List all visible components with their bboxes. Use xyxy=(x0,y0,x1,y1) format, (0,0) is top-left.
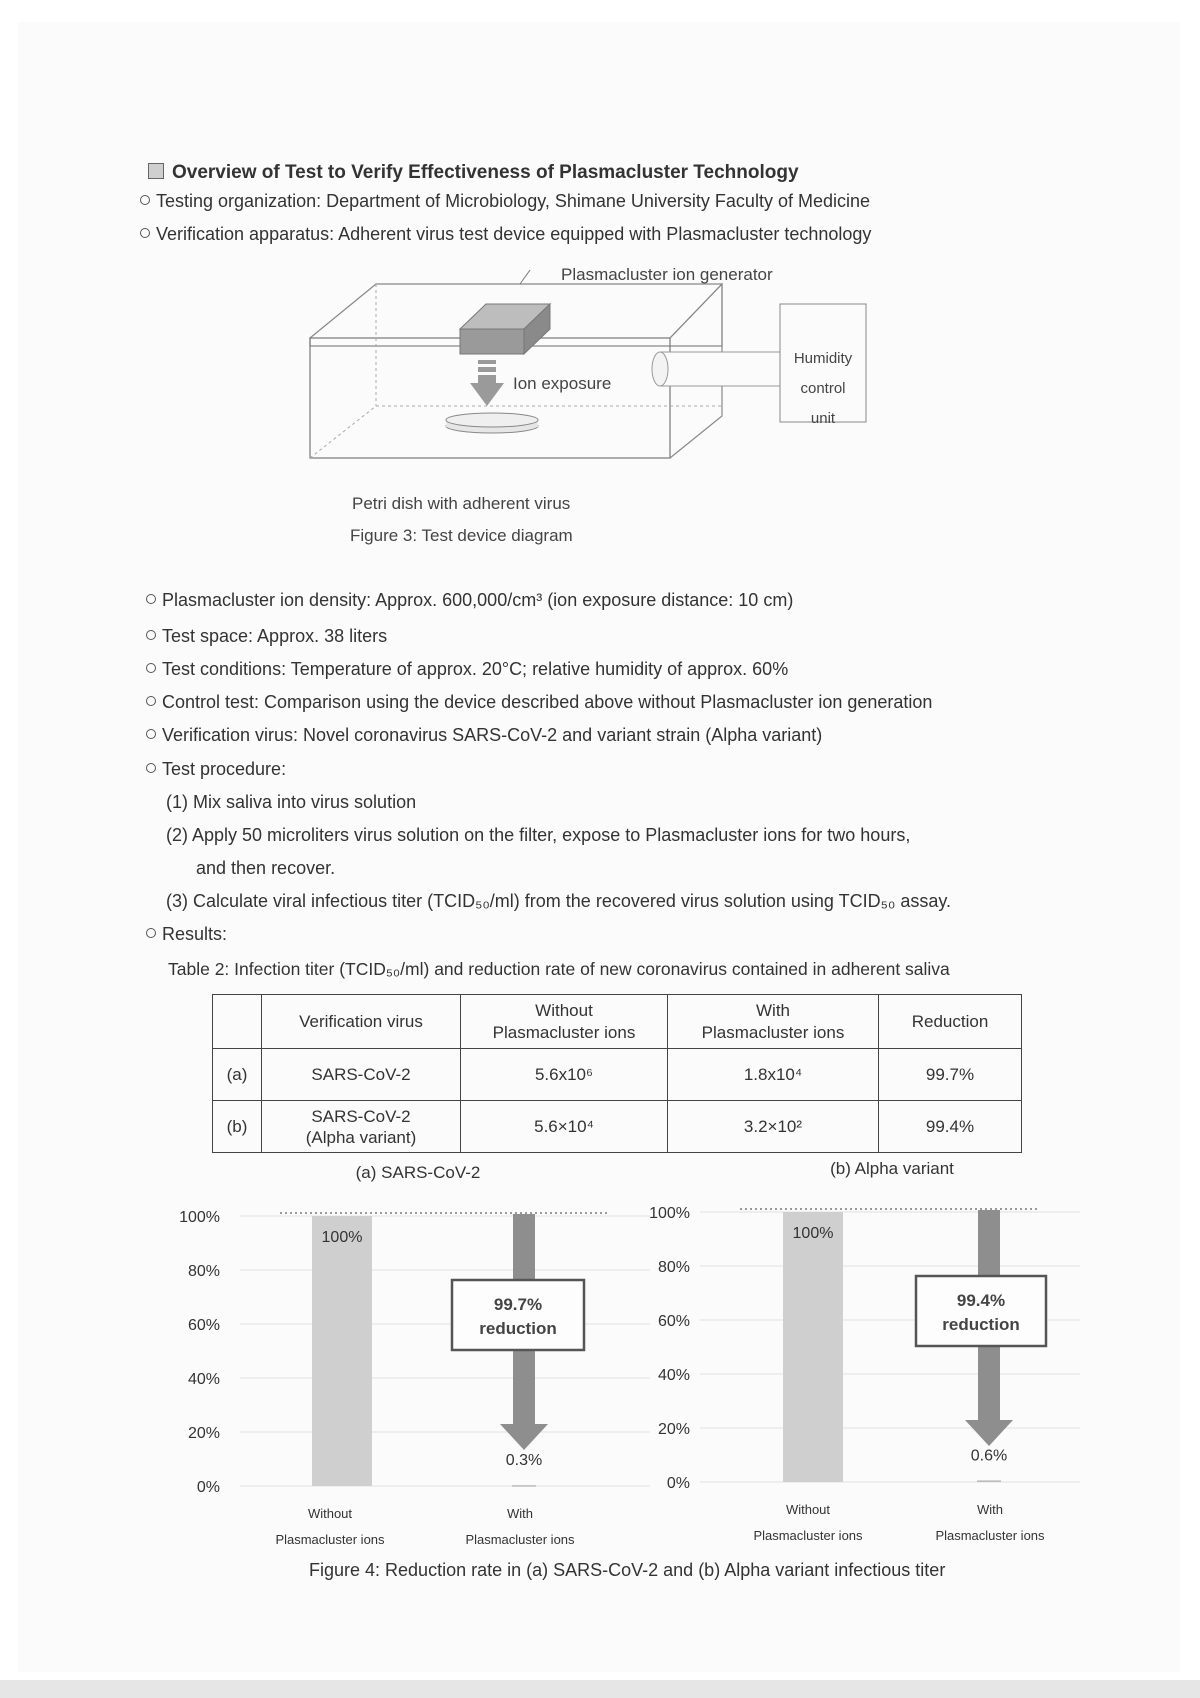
circle-bullet-icon xyxy=(146,763,156,773)
category-label: Without xyxy=(307,1506,353,1521)
figure-3-caption: Figure 3: Test device diagram xyxy=(350,526,573,545)
data-bar xyxy=(977,1480,1001,1482)
procedure-step-1: (1) Mix saliva into virus solution xyxy=(166,792,417,812)
procedure-step-2-cont: and then recover. xyxy=(196,858,336,878)
circle-bullet-icon xyxy=(146,594,156,604)
category-label: Plasmacluster ions xyxy=(275,1532,385,1547)
results-label: Results: xyxy=(146,924,227,945)
chart-title: (b) Alpha variant xyxy=(830,1160,954,1178)
category-label: Plasmacluster ions xyxy=(935,1528,1045,1543)
condition-verification-virus: Verification virus: Novel coronavirus SARS-CoV-2 and variant strain (Alpha variant) xyxy=(146,725,822,746)
results-table xyxy=(212,994,1022,1153)
reduction-charts xyxy=(0,1160,1200,1560)
generator-label: Plasmacluster ion generator xyxy=(561,265,773,284)
procedure-step-3: (3) Calculate viral infectious titer (TCID₅₀/ml) from the recovered virus solution using TCID₅₀ assay. xyxy=(166,891,952,911)
header-without: Without Plasmacluster ions xyxy=(461,995,668,1049)
data-bar xyxy=(783,1212,843,1482)
circle-bullet-icon xyxy=(140,195,150,205)
circle-bullet-icon xyxy=(146,696,156,706)
square-bullet-icon xyxy=(148,163,164,179)
circle-bullet-icon xyxy=(146,630,156,640)
data-bar xyxy=(512,1485,536,1487)
y-tick-label: 20% xyxy=(187,1425,220,1442)
y-tick-label: 100% xyxy=(649,1205,690,1222)
data-label: 100% xyxy=(792,1225,834,1242)
circle-bullet-icon xyxy=(146,928,156,938)
data-label: 0.3% xyxy=(505,1452,543,1470)
scan-edge-strip xyxy=(0,1680,1200,1698)
condition-test-conditions: Test conditions: Temperature of approx. 20°C; relative humidity of approx. 60% xyxy=(146,659,788,680)
header-with: With Plasmacluster ions xyxy=(668,995,879,1049)
table-row: (b) SARS-CoV-2 (Alpha variant) 5.6×10⁴ 3.2×10² 99.4% xyxy=(213,1101,1022,1153)
category-label: Without xyxy=(785,1502,831,1517)
category-label: Plasmacluster ions xyxy=(465,1532,575,1547)
table-header-row xyxy=(213,995,1022,1049)
intro-line-1: Testing organization: Department of Microbiology, Shimane University Faculty of Medicine xyxy=(140,191,870,212)
y-tick-label: 100% xyxy=(179,1209,220,1226)
humidity-control-unit-label: Humidity control unit xyxy=(793,350,853,427)
data-label: 100% xyxy=(321,1229,363,1246)
table-row: (a) SARS-CoV-2 5.6x10⁶ 1.8x10⁴ 99.7% xyxy=(213,1049,1022,1101)
y-tick-label: 40% xyxy=(657,1367,690,1384)
chart-title: (a) SARS-CoV-2 xyxy=(355,1163,481,1182)
y-tick-label: 40% xyxy=(187,1371,220,1388)
reduction-annotation-label: reduction xyxy=(942,1315,1020,1334)
data-bar xyxy=(312,1216,372,1486)
intro-line-2: Verification apparatus: Adherent virus test device equipped with Plasmacluster technology xyxy=(140,224,871,245)
reduction-annotation-value: 99.7% xyxy=(493,1295,543,1314)
heading-text: Overview of Test to Verify Effectiveness of Plasmacluster Technology xyxy=(172,162,799,183)
header-reduction: Reduction xyxy=(879,995,1022,1049)
header-verification-virus: Verification virus xyxy=(262,995,461,1049)
reduction-annotation-label: reduction xyxy=(479,1319,557,1338)
table-2-caption: Table 2: Infection titer (TCID₅₀/ml) and reduction rate of new coronavirus contained in adherent saliva xyxy=(168,959,950,979)
category-label: Plasmacluster ions xyxy=(753,1528,863,1543)
y-tick-label: 60% xyxy=(187,1317,220,1334)
section-heading xyxy=(148,162,799,184)
y-tick-label: 80% xyxy=(657,1259,690,1276)
condition-test-procedure: Test procedure: xyxy=(146,759,286,780)
circle-bullet-icon xyxy=(146,729,156,739)
condition-test-space: Test space: Approx. 38 liters xyxy=(146,626,387,647)
reduction-annotation-box xyxy=(916,1276,1046,1346)
figure-4-caption: Figure 4: Reduction rate in (a) SARS-CoV-2 and (b) Alpha variant infectious titer xyxy=(309,1560,946,1580)
circle-bullet-icon xyxy=(140,228,150,238)
condition-ion-density: Plasmacluster ion density: Approx. 600,000/cm³ (ion exposure distance: 10 cm) xyxy=(146,590,793,611)
y-tick-label: 0% xyxy=(196,1479,220,1496)
circle-bullet-icon xyxy=(146,663,156,673)
reduction-annotation-box xyxy=(452,1280,584,1350)
data-label: 0.6% xyxy=(970,1447,1008,1465)
y-tick-label: 20% xyxy=(657,1421,690,1438)
y-tick-label: 60% xyxy=(657,1313,690,1330)
ion-exposure-label: Ion exposure xyxy=(513,374,612,393)
category-label: With xyxy=(977,1502,1003,1517)
reduction-annotation-value: 99.4% xyxy=(956,1291,1006,1310)
reduction-arrow-head xyxy=(965,1420,1013,1446)
condition-control-test: Control test: Comparison using the device described above without Plasmacluster ion generation xyxy=(146,692,932,713)
reduction-arrow-head xyxy=(500,1424,548,1450)
category-label: With xyxy=(507,1506,533,1521)
procedure-step-2: (2) Apply 50 microliters virus solution on the filter, expose to Plasmacluster ions for two hours, xyxy=(166,825,911,845)
petri-dish-label: Petri dish with adherent virus xyxy=(352,494,571,513)
y-tick-label: 80% xyxy=(187,1263,220,1280)
y-tick-label: 0% xyxy=(666,1475,690,1492)
header-id xyxy=(213,995,262,1049)
